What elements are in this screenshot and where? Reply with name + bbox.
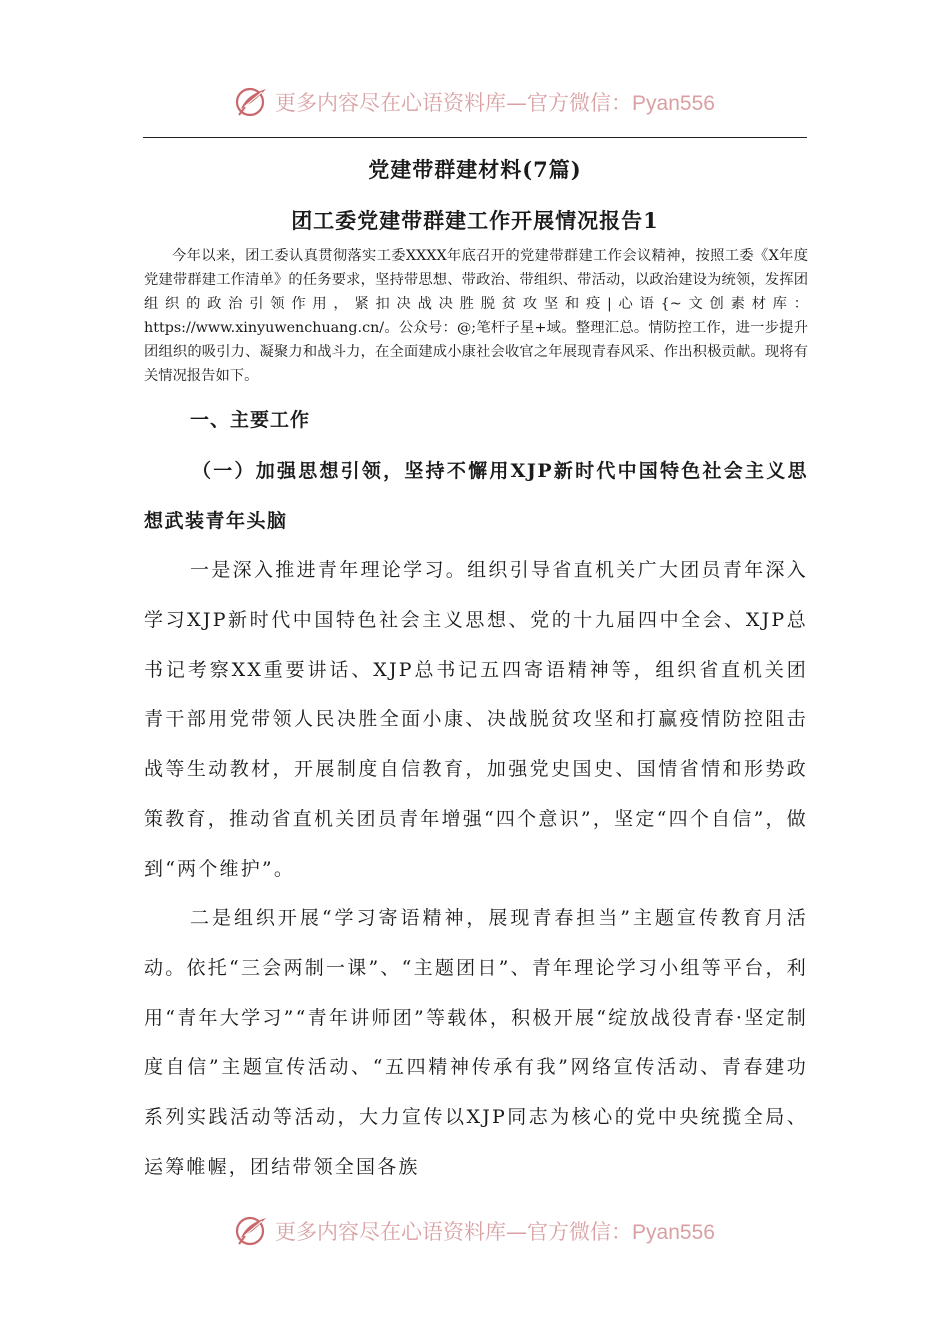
body-paragraph-1: 一是深入推进青年理论学习。组织引导省直机关广大团员青年深入学习XJP新时代中国特色社会主义思想、党的十九届四中全会、XJP总书记考察XX重要讲话、XJP总书记五四寄语精神等，组织省直机关团青干部用党带领人民决胜全面小康、决战脱贫攻坚和打赢疫情防控阻击战等生动教材，开展制度自信教育，加强党史国史、国情省情和形势政策教育，推动省直机关团员青年增强“四个意识”，坚定“四个自信”，做到“两个维护”。 <box>144 559 808 880</box>
header-divider <box>143 137 807 138</box>
document-title: 党建带群建材料(7篇) <box>368 157 582 182</box>
intro-paragraph: 今年以来，团工委认真贯彻落实工委XXXX年底召开的党建带群建工作会议精神，按照工委《X年度党建带群建工作清单》的任务要求，坚持带思想、带政治、带组织、带活动，以政治建设为统领，发挥团组织的政治引领作用，紧扣决战决胜脱贫攻坚和疫|心语{~文创素材库：https://www.xinyuwenchuang.cn/。公众号：@;笔杆子星+域。整理汇总。情防控工作，进一步提升团组织的吸引力、凝聚力和战斗力，在全面建成小康社会收官之年展现青春风采、作出积极贡献。现将有关情况报告如下。 <box>144 248 808 384</box>
watermark-text: 更多内容尽在心语资料库—官方微信：Pyan556 <box>275 1220 715 1244</box>
body-paragraph-2: 二是组织开展“学习寄语精神，展现青春担当”主题宣传教育月活动。依托“三会两制一课”、“主题团日”、青年理论学习小组等平台，利用“青年大学习”“青年讲师团”等载体，积极开展“绽放战役青春·坚定制度自信”主题宣传活动、“五四精神传承有我”网络宣传活动、青春建功系列实践活动等活动，大力宣传以XJP同志为核心的党中央统揽全局、运筹帷幄，团结带领全国各族 <box>144 907 808 1178</box>
watermark-text: 更多内容尽在心语资料库—官方微信：Pyan556 <box>275 91 715 115</box>
quill-logo-icon <box>235 85 269 119</box>
section-heading: 一、主要工作 <box>190 409 311 431</box>
subsection-heading: （一）加强思想引领，坚持不懈用XJP新时代中国特色社会主义思想武装青年头脑 <box>144 460 808 532</box>
report-title: 团工委党建带群建工作开展情况报告1 <box>291 208 659 233</box>
footer-watermark-banner <box>0 1209 950 1253</box>
quill-logo-icon <box>235 1214 269 1248</box>
header-watermark-banner <box>0 80 950 124</box>
